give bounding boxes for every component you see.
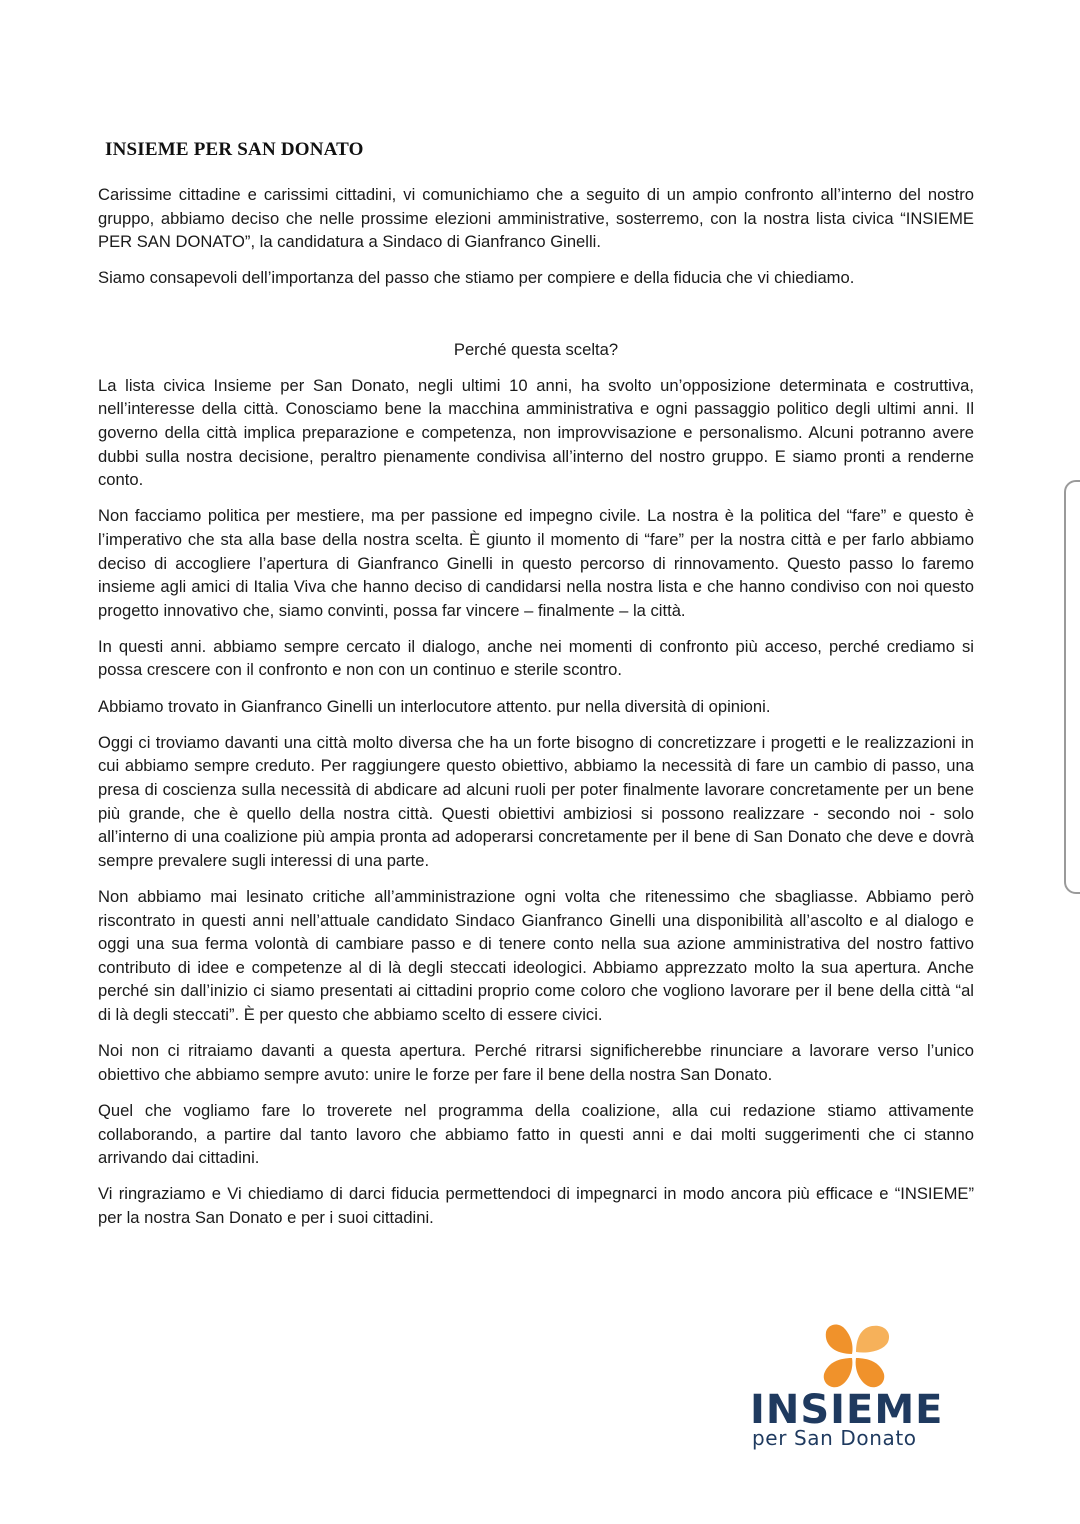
side-scroll-handle[interactable] (1064, 480, 1080, 894)
insieme-logo (742, 1318, 972, 1458)
paragraph-1: La lista civica Insieme per San Donato, negli ultimi 10 anni, ha svolto un’opposizione determinata e costruttiva, nell’interesse della città. Conosciamo bene la macchina amministrativa e ogni passaggio politico degli ultimi anni. Il governo della città implica preparazione e competenza, non improvvisazione e personalismo. Alcuni potranno avere dubbi sulla nostra decisione, peraltro pienamente condivisa all’interno del nostro gruppo. E siamo pronti a renderne conto. (98, 375, 974, 490)
paragraph-3: In questi anni. abbiamo sempre cercato il dialogo, anche nei momenti di confronto più acceso, perché crediamo si possa crescere con il confronto e non con un continuo e sterile scontro. (98, 636, 974, 680)
logo-wordmark: INSIEME (750, 1387, 944, 1433)
logo-subtitle: per San Donato (752, 1426, 917, 1450)
petal-bottom-left (824, 1358, 853, 1387)
letter-body (98, 183, 974, 1242)
intro-paragraph-2: Siamo consapevoli dell’importanza del passo che stiamo per compiere e della fiducia che vi chiediamo. (98, 268, 855, 288)
petal-top-left (826, 1325, 853, 1354)
section-spacer (98, 303, 974, 338)
paragraph-5: Oggi ci troviamo davanti una città molto diversa che ha un forte bisogno di concretizzare i progetti e le realizzazioni in cui abbiamo sempre creduto. Per raggiungere questo obiettivo, abbiamo la necessità di fare un cambio di passo, una presa di coscienza sulla necessità di abdicare ad alcuni ruoli per poter finalmente lavorare concretamente per un bene più grande, che è quello della nostra città. Questi obiettivi ambiziosi si possono realizzare - secondo noi - solo all’interno di una coalizione più ampia pronta ad adoperarsi concretamente per il bene di San Donato che deve e dovrà sempre prevalere sugli interessi di una parte. (98, 732, 974, 870)
petal-top-right (856, 1326, 889, 1353)
petal-bottom-right (856, 1358, 885, 1387)
paragraph-7: Noi non ci ritraiamo davanti a questa apertura. Perché ritrarsi significherebbe rinunciare a lavorare verso l’unico obiettivo che abbiamo sempre avuto: unire le forze per fare il bene della nostra San Donato. (98, 1041, 974, 1084)
document-title: INSIEME PER SAN DONATO (105, 139, 364, 160)
paragraph-6: Non abbiamo mai lesinato critiche all’amministrazione ogni volta che ritenessimo che sbagliasse. Abbiamo però riscontrato in questi anni nell’attuale candidato Sindaco Gianfranco Ginelli una disponibilità all’ascolto e al dialogo e oggi una sua ferma volontà di cambiare passo e di tenere conto nella sua azione amministrativa del nostro fattivo contributo di idee e competenze al di là degli steccati ideologici. Abbiamo apprezzato molto la sua apertura. Anche perché sin dall’inizio ci siamo presentati ai cittadini proprio come coloro che vogliono lavorare per il bene della città “al di là degli steccati”. È per questo che abbiamo scelto di essere civici. (98, 887, 974, 1024)
clover-logo-icon (814, 1320, 894, 1392)
paragraph-4: Abbiamo trovato in Gianfranco Ginelli un interlocutore attento. pur nella diversità di opinioni. (98, 696, 771, 716)
intro-paragraph-1: Carissime cittadine e carissimi cittadini, vi comunichiamo che a seguito di un ampio confronto all’interno del nostro gruppo, abbiamo deciso che nelle prossime elezioni amministrative, sosterremo, con la nostra lista civica “INSIEME PER SAN DONATO”, la candidatura a Sindaco di Gianfranco Ginelli. (98, 185, 974, 252)
paragraph-8: Quel che vogliamo fare lo troverete nel programma della coalizione, alla cui redazione stiamo attivamente collaborando, a partire dal tanto lavoro che abbiamo fatto in questi anni e dai molti suggerimenti che ci stanno arrivando dai cittadini. (98, 1100, 974, 1168)
paragraph-9: Vi ringraziamo e Vi chiediamo di darci fiducia permettendoci di impegnarci in modo ancora più efficace e “INSIEME” per la nostra San Donato e per i suoi cittadini. (98, 1184, 974, 1227)
section-title: Perché questa scelta? (453, 339, 619, 359)
paragraph-2: Non facciamo politica per mestiere, ma per passione ed impegno civile. La nostra è la politica del “fare” e questo è l’imperativo che sta alla base della nostra scelta. È giunto il momento di “fare” per la nostra città e per farlo abbiamo deciso di accogliere l’apertura di Gianfranco Ginelli in questo percorso di rinnovamento. Questo passo lo faremo insieme agli amici di Italia Viva che hanno deciso di candidarsi nella nostra lista e che hanno condiviso con noi questo progetto innovativo che, siamo convinti, possa far vincere – finalmente – la città. (98, 506, 974, 620)
